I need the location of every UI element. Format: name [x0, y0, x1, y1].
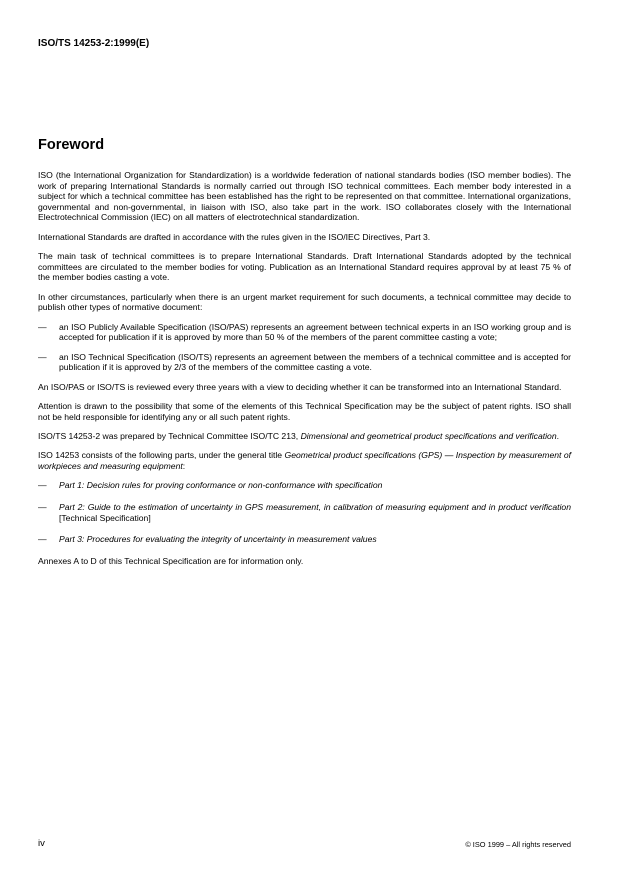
list-item-text: an ISO Technical Specification (ISO/TS) represents an agreement between the members of a technical committee and is accepted for publication if it is approved by 2/3 of the members of the committee casting a vote. — [59, 351, 571, 373]
list-dash: — — [38, 534, 47, 545]
paragraph-patent: Attention is drawn to the possibility that some of the elements of this Technical Specification may be the subject of patent rights. ISO shall not be held responsible for identifying any or all such patent rights. — [38, 401, 571, 422]
consists-general-title: Geometrical product specifications (GPS) — Inspection by measurement of workpieces and measuring equipment — [38, 450, 571, 472]
list-item-text: an ISO Publicly Available Specification (ISO/PAS) represents an agreement between technical experts in an ISO working group and is accepted for publication if it is approved by more than 50 % of the members of the parent committee casting a vote; — [59, 321, 571, 343]
prepared-end: . — [556, 431, 559, 442]
paragraph-directives: International Standards are drafted in accordance with the rules given in the ISO/IEC Directives, Part 3. — [38, 231, 431, 242]
list-dash: — — [38, 480, 47, 491]
list-item-iso-pas — [38, 322, 571, 343]
part-title: Part 3: Procedures for evaluating the integrity of uncertainty in measurement values — [59, 534, 377, 545]
section-title-foreword: Foreword — [38, 137, 105, 153]
page-number: iv — [38, 838, 45, 849]
list-item-part-3 — [38, 534, 571, 545]
paragraph-annexes: Annexes A to D of this Technical Specification are for information only. — [38, 555, 304, 566]
paragraph-iso-intro: ISO (the International Organization for Standardization) is a worldwide federation of national standards bodies (ISO member bodies). The work of preparing International Standards is normally carried out through ISO technical committees. Each member body interested in a subject for which a technical committee has been established has the right to be represented on that committee. International organizations, governmental and non-governmental, in liaison with ISO, also take part in the work. ISO collaborates closely with the International Electrotechnical Commission (IEC) on all matters of electrotechnical standardization. — [38, 170, 571, 223]
list-dash: — — [38, 321, 47, 332]
paragraph-review: An ISO/PAS or ISO/TS is reviewed every three years with a view to deciding whether it can be transformed into an International Standard. — [38, 381, 562, 392]
paragraph-consists-of — [38, 450, 571, 471]
prepared-text: ISO/TS 14253-2 was prepared by Technical Committee ISO/TC 213, — [38, 431, 301, 442]
paragraph-prepared-by — [38, 431, 571, 442]
list-item-iso-ts — [38, 352, 571, 373]
consists-text: ISO 14253 consists of the following parts, under the general title — [38, 450, 285, 461]
prepared-committee-title: Dimensional and geometrical product specifications and verification — [300, 431, 557, 442]
document-id-header: ISO/TS 14253-2:1999(E) — [38, 38, 150, 49]
consists-end: : — [182, 461, 186, 472]
list-item-part-1 — [38, 480, 571, 491]
paragraph-other-circumstances: In other circumstances, particularly when there is an urgent market requirement for such documents, a technical committee may decide to publish other types of normative document: — [38, 291, 571, 313]
list-dash: — — [38, 502, 47, 513]
list-dash: — — [38, 351, 47, 362]
list-item-part-2 — [38, 502, 571, 523]
part-title: Part 2: Guide to the estimation of uncertainty in GPS measurement, in calibration of measuring equipment and in product verification — [59, 502, 571, 513]
part-suffix: [Technical Specification] — [59, 512, 151, 523]
copyright-notice: © ISO 1999 – All rights reserved — [465, 840, 571, 849]
foreword-body — [38, 170, 571, 575]
part-title: Part 1: Decision rules for proving conformance or non-conformance with specification — [59, 480, 383, 491]
paragraph-main-task: The main task of technical committees is to prepare International Standards. Draft International Standards adopted by the technical committees are circulated to the member bodies for voting. Publication as an International Standard requires approval by at least 75 % of the member bodies casting a vote. — [38, 251, 571, 283]
